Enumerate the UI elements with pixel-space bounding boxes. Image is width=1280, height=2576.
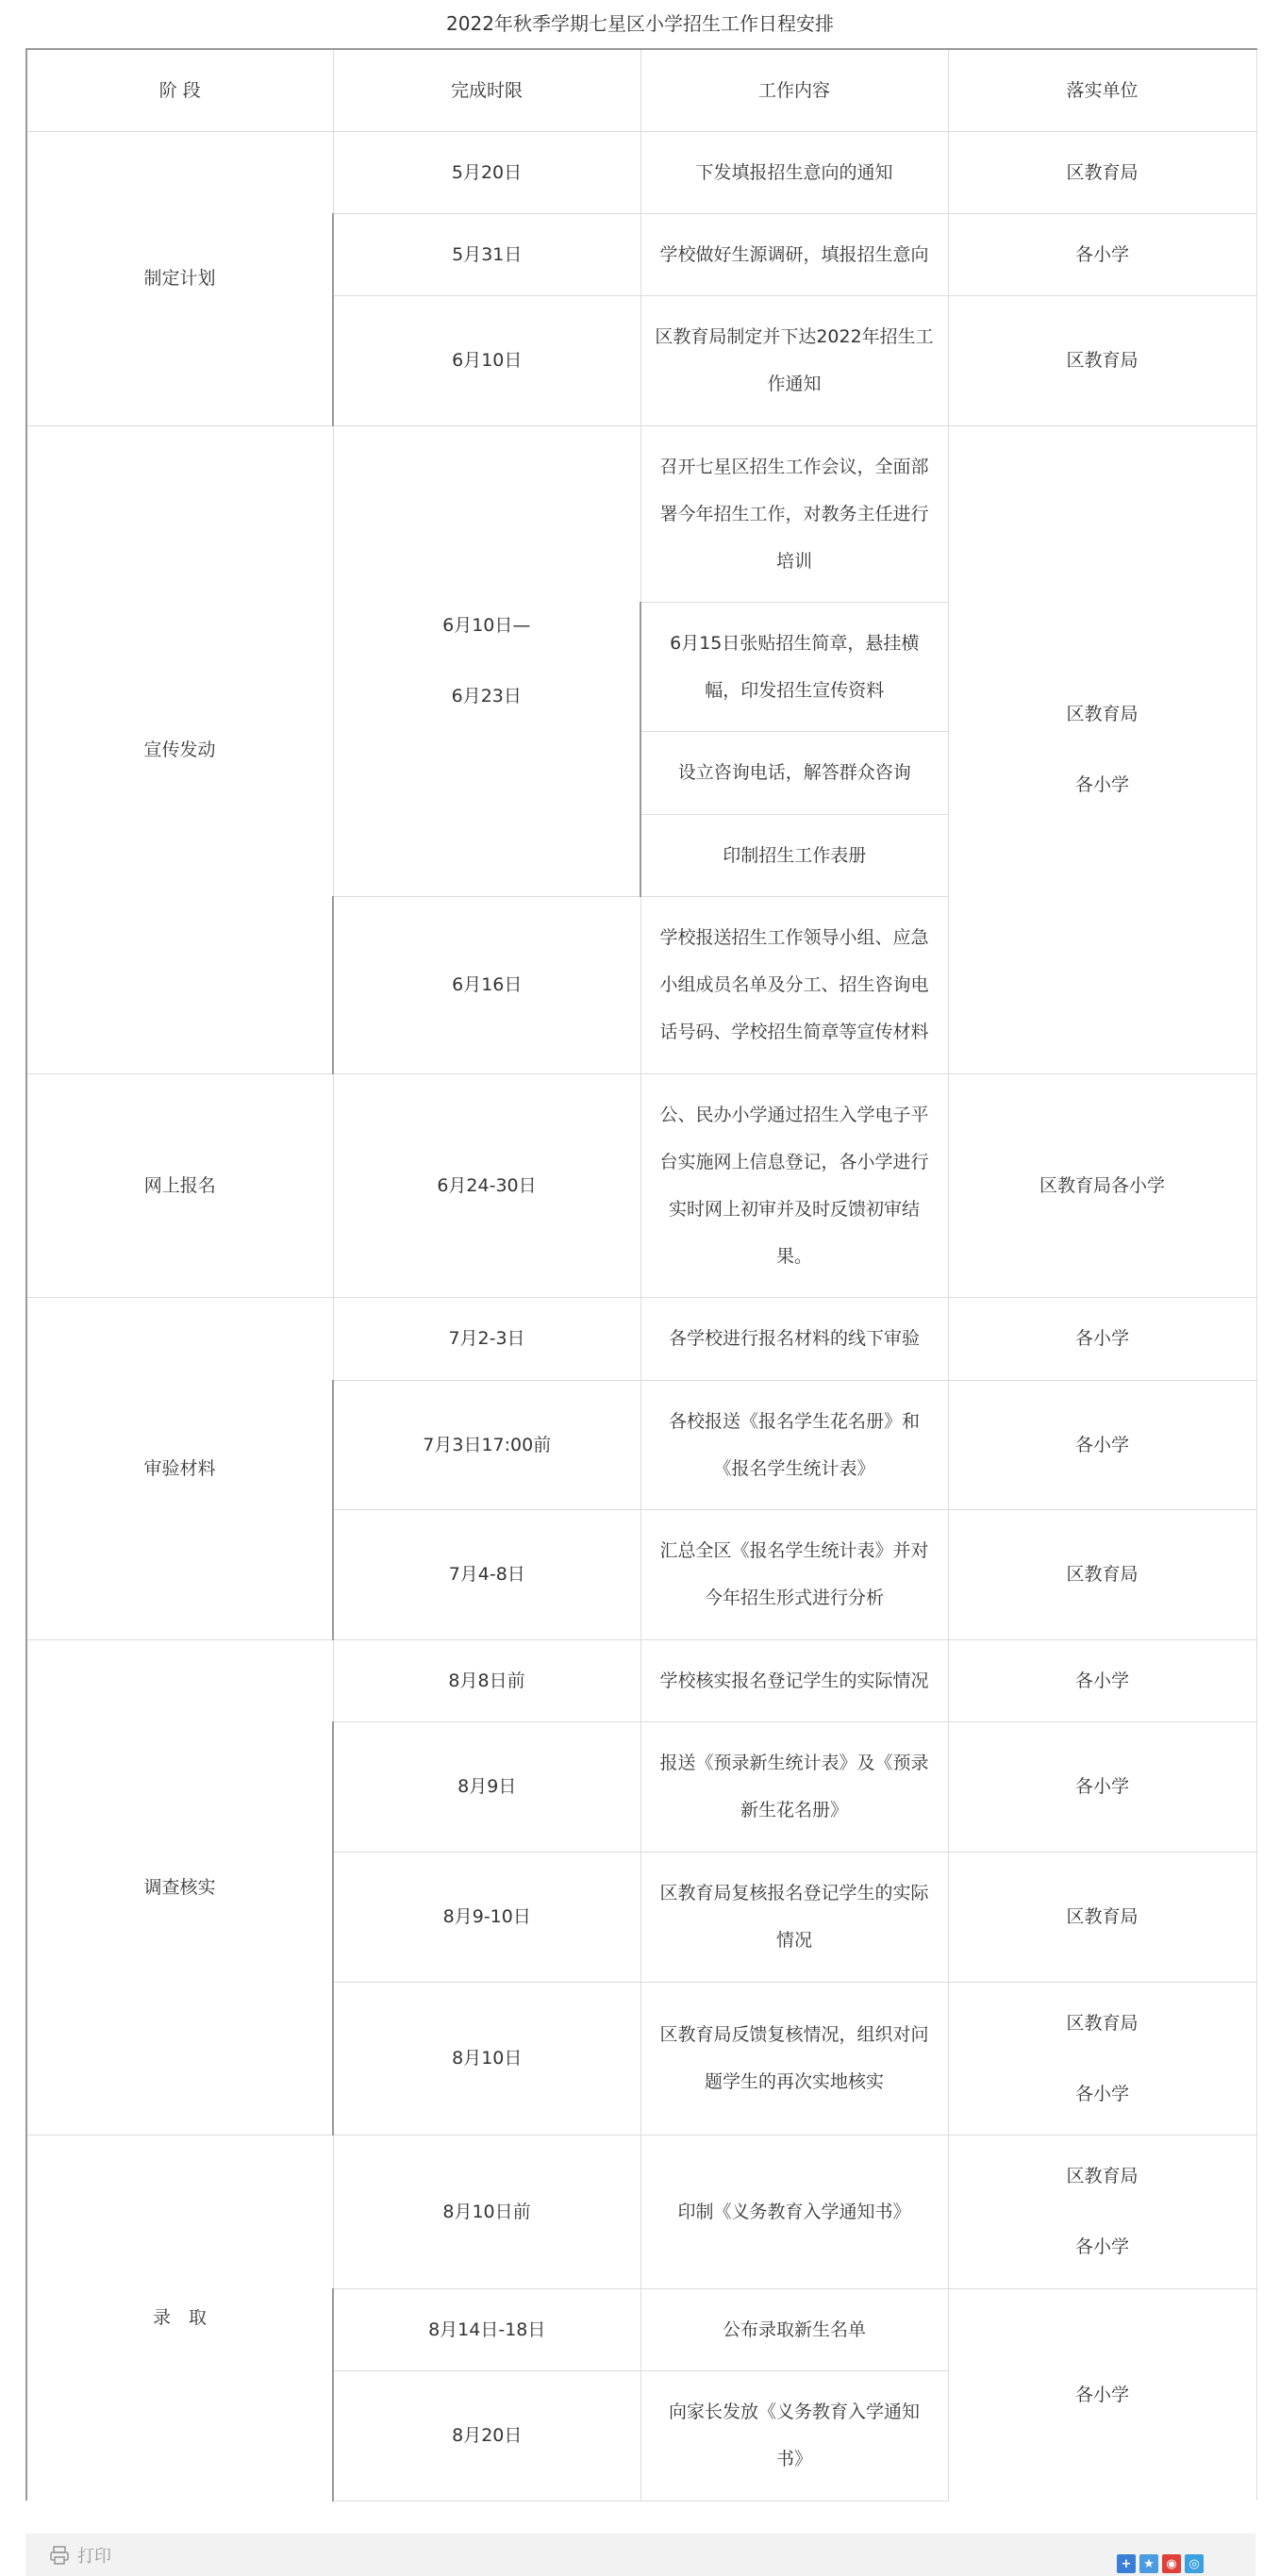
- schedule-table: [25, 48, 1257, 2501]
- unit-cell: [948, 1297, 1256, 1380]
- stage-cell: 制定计划: [26, 131, 333, 425]
- content-cell: [640, 1852, 948, 1982]
- deadline-cell: 8月20日: [333, 2370, 640, 2501]
- unit-cell: [948, 1982, 1256, 2135]
- unit-line: 各小学: [1074, 2083, 1129, 2104]
- deadline-line: 6月23日: [451, 686, 522, 706]
- unit-cell: [948, 1639, 1256, 1721]
- unit-line: 各小学: [1074, 1328, 1129, 1349]
- deadline-cell: 7月2-3日: [333, 1297, 640, 1380]
- content-line: 幅，印发招生宣传资料: [705, 679, 885, 701]
- unit-cell: [948, 1721, 1256, 1852]
- unit-cell: [948, 2288, 1256, 2501]
- print-label: 打印: [77, 2547, 111, 2567]
- unit-line: 各小学: [1074, 774, 1129, 795]
- deadline-cell: 6月24-30日: [333, 1073, 640, 1297]
- content-line: 培训: [775, 550, 812, 572]
- unit-line: 各小学: [1074, 1776, 1129, 1797]
- content-cell: [640, 131, 948, 213]
- content-line: 实时网上初审并及时反馈初审结: [668, 1198, 920, 1220]
- content-cell: [640, 1639, 948, 1721]
- content-cell: [640, 2288, 948, 2370]
- unit-cell: [948, 131, 1256, 213]
- unit-line: 区教育局: [1066, 1564, 1139, 1585]
- content-cell: [640, 425, 948, 602]
- unit-line: 区教育局: [1066, 2012, 1139, 2034]
- deadline-cell: 8月14日-18日: [333, 2288, 640, 2370]
- header-stage: 阶 段: [26, 49, 333, 131]
- content-line: 题学生的再次实地核实: [704, 2071, 884, 2092]
- unit-line: 各小学: [1074, 1670, 1129, 1691]
- deadline-cell: 7月3日17:00前: [333, 1380, 640, 1509]
- content-line: 台实施网上信息登记，各小学进行: [659, 1151, 929, 1172]
- unit-cell: [948, 1852, 1256, 1982]
- content-line: 新生花名册》: [740, 1800, 848, 1820]
- unit-line: 区教育局: [1066, 161, 1139, 183]
- unit-cell: [948, 1380, 1256, 1509]
- content-cell: [640, 602, 948, 731]
- share-bar: [1117, 2554, 1204, 2573]
- qzone-icon[interactable]: ★: [1139, 2554, 1158, 2573]
- tencent-icon[interactable]: ◎: [1185, 2554, 1204, 2573]
- content-cell: [640, 814, 948, 896]
- content-line: 公布录取新生名单: [722, 2318, 866, 2340]
- content-cell: [640, 1297, 948, 1380]
- content-line: 下发填报招生意向的通知: [695, 161, 893, 183]
- deadline-cell: 7月4-8日: [333, 1509, 640, 1639]
- content-cell: [640, 1721, 948, 1852]
- content-line: 学校核实报名登记学生的实际情况: [659, 1670, 929, 1691]
- content-line: 区教育局制定并下达2022年招生工: [655, 326, 934, 347]
- content-line: 公、民办小学通过招生入学电子平: [659, 1104, 929, 1125]
- content-line: 小组成员名单及分工、招生咨询电: [659, 974, 929, 995]
- content-line: 书》: [775, 2449, 812, 2469]
- deadline-cell: 6月10日: [333, 295, 640, 425]
- stage-cell: 审验材料: [26, 1297, 333, 1639]
- content-cell: [640, 1509, 948, 1639]
- content-line: 各校报送《报名学生花名册》和: [668, 1410, 920, 1432]
- content-line: 今年招生形式进行分析: [704, 1587, 884, 1608]
- content-line: 署今年招生工作，对教务主任进行: [659, 503, 929, 524]
- printer-icon: [49, 2545, 70, 2566]
- content-cell: [640, 2135, 948, 2288]
- unit-line: 各小学: [1074, 2236, 1129, 2257]
- unit-cell: [948, 425, 1256, 1073]
- deadline-line: 6月10日—: [442, 615, 531, 636]
- deadline-cell: 8月10日: [333, 1982, 640, 2135]
- content-line: 各学校进行报名材料的线下审验: [668, 1328, 920, 1349]
- content-cell: [640, 295, 948, 425]
- content-cell: [640, 1380, 948, 1509]
- content-line: 区教育局反馈复核情况，组织对问: [659, 2024, 929, 2045]
- unit-line: 区教育局: [1066, 350, 1139, 371]
- article-footer-bar: [25, 2534, 1255, 2576]
- deadline-cell: 6月16日: [333, 896, 640, 1073]
- unit-line: 区教育局: [1066, 704, 1139, 724]
- content-line: 情况: [775, 1930, 812, 1951]
- weibo-icon[interactable]: ◉: [1162, 2554, 1181, 2573]
- deadline-cell: 8月9-10日: [333, 1852, 640, 1982]
- content-line: 果。: [775, 1245, 812, 1267]
- stage-cell: 网上报名: [26, 1073, 333, 1297]
- deadline-cell: 8月9日: [333, 1721, 640, 1852]
- table-row: [26, 2135, 1256, 2288]
- content-cell: [640, 213, 948, 295]
- header-content: 工作内容: [640, 49, 948, 131]
- content-line: 6月15日张贴招生简章，悬挂横: [670, 632, 920, 654]
- content-line: 学校报送招生工作领导小组、应急: [659, 927, 929, 948]
- unit-cell: [948, 295, 1256, 425]
- header-deadline: 完成时限: [333, 49, 640, 131]
- deadline-cell: 8月8日前: [333, 1639, 640, 1721]
- table-row: [26, 131, 1256, 213]
- unit-line: 区教育局: [1066, 2166, 1139, 2186]
- content-line: 向家长发放《义务教育入学通知: [668, 2401, 920, 2422]
- print-button[interactable]: [49, 2543, 111, 2568]
- table-row: [26, 1639, 1256, 1721]
- deadline-cell: 8月10日前: [333, 2135, 640, 2288]
- content-line: 区教育局复核报名登记学生的实际: [659, 1883, 929, 1903]
- content-cell: [640, 2370, 948, 2501]
- unit-line: 区教育局: [1066, 1906, 1139, 1927]
- content-line: 《报名学生统计表》: [713, 1457, 875, 1479]
- deadline-cell: 5月31日: [333, 213, 640, 295]
- content-line: 印制招生工作表册: [723, 844, 867, 866]
- table-row: [26, 425, 1256, 602]
- content-line: 报送《预录新生统计表》及《预录: [659, 1753, 929, 1773]
- deadline-cell: [333, 425, 640, 896]
- stage-cell: 录 取: [26, 2135, 333, 2501]
- deadline-cell: 5月20日: [333, 131, 640, 213]
- unit-cell: [948, 2135, 1256, 2288]
- unit-line: 各小学: [1074, 243, 1129, 265]
- stage-cell: 宣传发动: [26, 425, 333, 1073]
- content-cell: [640, 896, 948, 1073]
- content-line: 汇总全区《报名学生统计表》并对: [659, 1540, 929, 1561]
- content-cell: [640, 1073, 948, 1297]
- header-unit: 落实单位: [948, 49, 1256, 131]
- stage-cell: 调查核实: [26, 1639, 333, 2135]
- table-row: [26, 1297, 1256, 1380]
- content-line: 学校做好生源调研，填报招生意向: [659, 243, 929, 265]
- unit-cell: [948, 1509, 1256, 1639]
- content-line: 印制《义务教育入学通知书》: [677, 2201, 911, 2222]
- content-line: 话号码、学校招生简章等宣传材料: [659, 1022, 929, 1042]
- unit-line: 各小学: [1074, 2384, 1129, 2405]
- page-title: 2022年秋季学期七星区小学招生工作日程安排: [446, 12, 834, 35]
- content-cell: [640, 1982, 948, 2135]
- table-row: [26, 1073, 1256, 1297]
- content-line: 作通知: [767, 374, 822, 394]
- unit-line: 各小学: [1074, 1434, 1129, 1455]
- unit-cell: [948, 213, 1256, 295]
- content-line: 召开七星区招生工作会议，全面部: [659, 456, 929, 477]
- share-plus-icon[interactable]: +: [1117, 2554, 1136, 2573]
- content-line: 设立咨询电话，解答群众咨询: [677, 762, 911, 783]
- content-cell: [640, 731, 948, 814]
- table-header-row: [26, 49, 1256, 131]
- unit-cell: [948, 1073, 1256, 1297]
- unit-line: 区教育局各小学: [1039, 1174, 1165, 1196]
